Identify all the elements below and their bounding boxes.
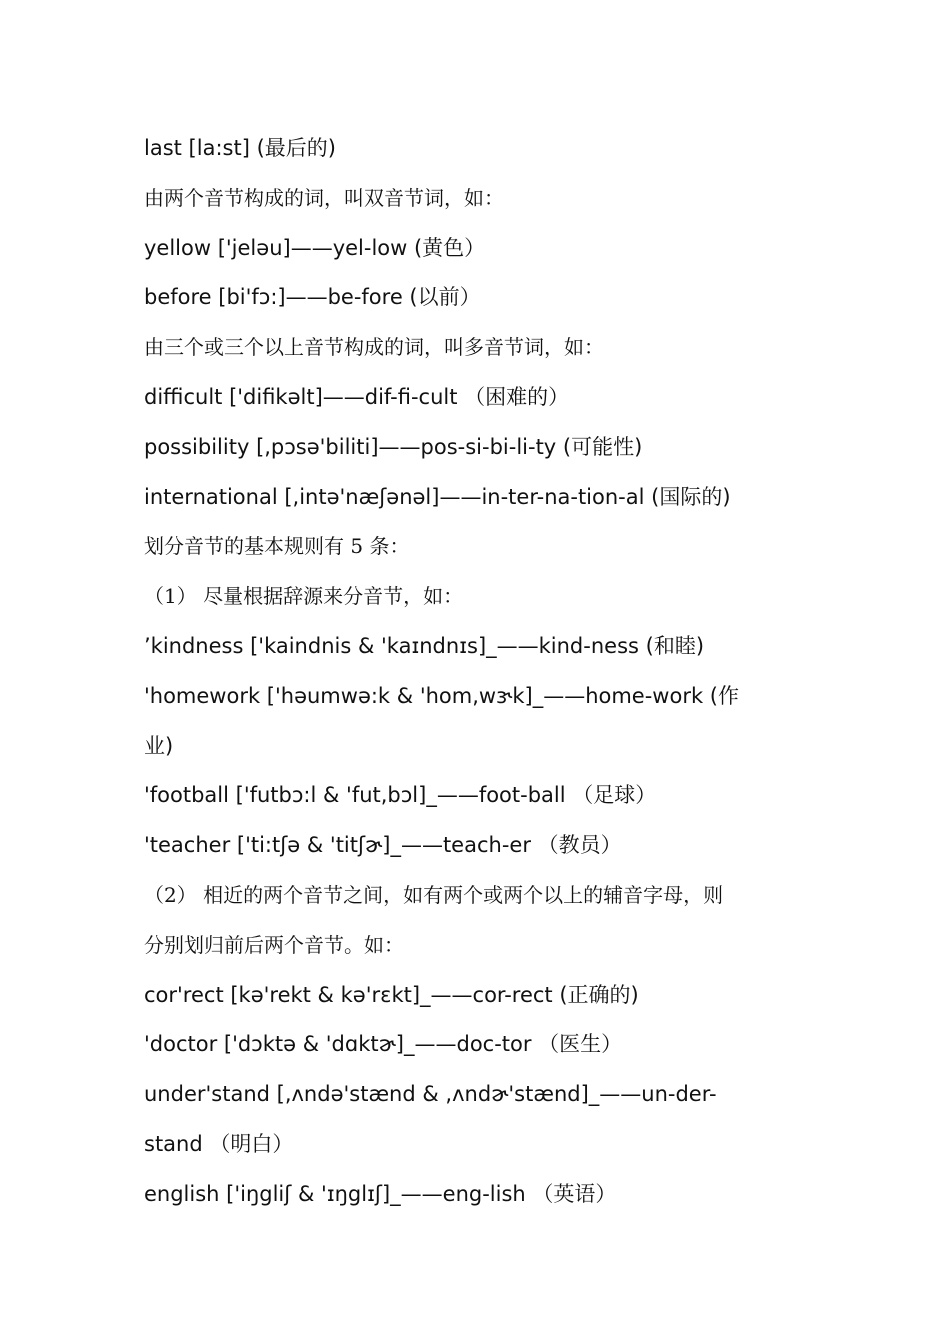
text-line-rule-2-continued: 分别划归前后两个音节。如： [144, 932, 404, 957]
text-line-possibility: possibility [,pɔsə'biliti]——pos-si-bi-li-ty (可能性) [144, 434, 643, 459]
text-line-teacher: 'teacher ['ti:tʃə & 'titʃɚ]_——teach-er （教员） [144, 833, 622, 858]
text-line-international: international [,intə'næʃənəl]——in-ter-na-tion-al (国际的) [144, 484, 731, 509]
text-line-understand-continued: stand （明白） [144, 1131, 294, 1156]
text-line-difficult: difficult ['difikəlt]——dif-fi-cult （困难的） [144, 384, 570, 409]
text-line-last: last [la:st] (最后的) [144, 136, 336, 160]
text-line-rules-heading: 划分音节的基本规则有 5 条： [144, 534, 410, 559]
text-line-yellow: yellow ['jeləu]——yel-low (黄色） [144, 235, 486, 260]
text-line-understand: under'stand [,ʌndə'stænd & ,ʌndɚ'stænd]_——un-der- [144, 1082, 717, 1107]
text-line-before: before [bi'fɔ:]——be-fore (以前） [144, 285, 481, 310]
text-line-polysyllabic-intro: 由三个或三个以上音节构成的词，叫多音节词，如： [144, 335, 604, 360]
text-line-homework: 'homework ['həumwə:k & 'hom,wɝk]_——home-work (作 [144, 683, 739, 708]
text-line-homework-continued: 业) [144, 733, 174, 758]
text-line-rule-1: （1） 尽量根据辞源来分音节，如： [144, 584, 464, 609]
text-line-football: 'football ['futbɔ:l & 'fut,bɔl]_——foot-ball （足球） [144, 783, 657, 808]
text-line-doctor: 'doctor ['dɔktə & 'dɑktɚ]_——doc-tor （医生） [144, 1032, 623, 1057]
text-line-english: english ['iŋgliʃ & 'ɪŋglɪʃ]_——eng-lish （英语） [144, 1181, 617, 1206]
text-line-correct: cor'rect [kə'rekt & kə'rɛkt]_——cor-rect (正确的) [144, 982, 639, 1007]
text-line-kindness: ’kindness ['kaindnis & 'kaɪndnɪs]_——kind-ness (和睦) [144, 633, 705, 658]
document-body [144, 124, 814, 1220]
text-line-disyllabic-intro: 由两个音节构成的词，叫双音节词，如： [144, 185, 504, 210]
text-line-rule-2: （2） 相近的两个音节之间，如有两个或两个以上的辅音字母，则 [144, 882, 724, 907]
